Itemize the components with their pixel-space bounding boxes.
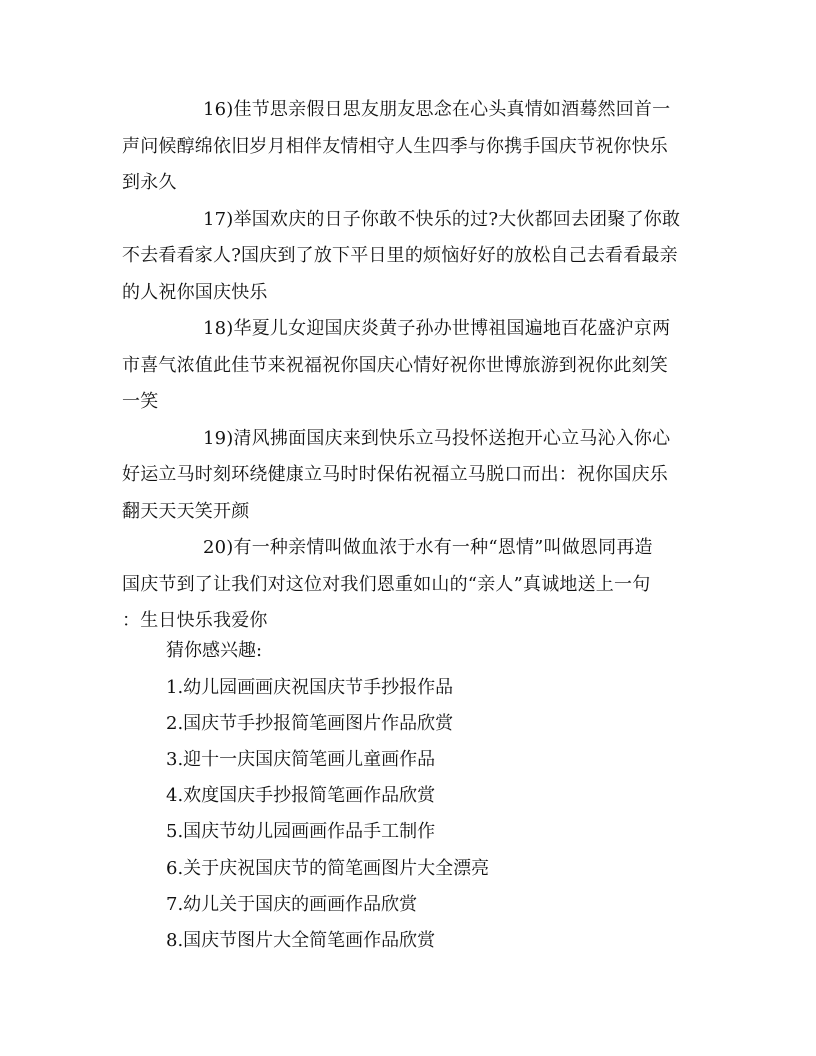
paragraph-line: 18)华夏儿女迎国庆炎黄子孙办世博祖国遍地百花盛沪京两 bbox=[203, 318, 671, 339]
paragraph-line: 到永久 bbox=[122, 172, 177, 193]
related-section bbox=[166, 633, 686, 959]
paragraph-line: 翻天天天笑开颜 bbox=[122, 500, 250, 522]
related-link[interactable]: 2.国庆节手抄报简笔画图片作品欣赏 bbox=[166, 712, 454, 734]
body-text bbox=[122, 92, 702, 640]
related-link[interactable]: 3.迎十一庆国庆简笔画儿童画作品 bbox=[166, 748, 436, 770]
related-link[interactable]: 1.幼儿园画画庆祝国庆节手抄报作品 bbox=[166, 676, 454, 698]
paragraph-line: 不去看看家人?国庆到了放下平日里的烦恼好好的放松自己去看看最亲 bbox=[122, 245, 678, 266]
paragraph-line: 20)有一种亲情叫做血浓于水有一种“恩情”叫做恩同再造 bbox=[203, 537, 653, 558]
related-list bbox=[166, 670, 686, 960]
paragraph-line: 声问候醇绵依旧岁月相伴友情相守人生四季与你携手国庆节祝你快乐 bbox=[122, 135, 668, 157]
related-link[interactable]: 8.国庆节图片大全简笔画作品欣赏 bbox=[166, 929, 436, 951]
paragraph-line: 国庆节到了让我们对这位对我们恩重如山的“亲人”真诚地送上一句 bbox=[122, 573, 651, 595]
related-link[interactable]: 6.关于庆祝国庆节的简笔画图片大全漂亮 bbox=[166, 857, 490, 879]
paragraph-line: 17)举国欢庆的日子你敢不快乐的过?大伙都回去团聚了你敢 bbox=[203, 208, 681, 230]
related-link[interactable]: 7.幼儿关于国庆的画画作品欣赏 bbox=[166, 893, 418, 915]
paragraph-line: ：生日快乐我爱你 bbox=[122, 610, 268, 631]
paragraph-line: 的人祝你国庆快乐 bbox=[122, 281, 268, 303]
paragraph-line: 16)佳节思亲假日思友朋友思念在心头真情如酒蓦然回首一 bbox=[203, 99, 671, 120]
paragraph-line: 市喜气浓值此佳节来祝福祝你国庆心情好祝你世博旅游到祝你此刻笑 bbox=[122, 354, 668, 376]
related-title: 猜你感兴趣: bbox=[166, 640, 263, 661]
paragraph-line: 19)清风拂面国庆来到快乐立马投怀送抱开心立马沁入你心 bbox=[203, 427, 671, 449]
related-link[interactable]: 5.国庆节幼儿园画画作品手工制作 bbox=[166, 821, 436, 843]
paragraph-line: 好运立马时刻环绕健康立马时时保佑祝福立马脱口而出：祝你国庆乐 bbox=[122, 464, 668, 485]
paragraph-17 bbox=[122, 202, 702, 312]
paragraph-19 bbox=[122, 421, 702, 531]
paragraph-16 bbox=[122, 92, 702, 202]
paragraph-line: 一笑 bbox=[122, 391, 159, 412]
paragraph-20 bbox=[122, 530, 702, 640]
related-link[interactable]: 4.欢度国庆手抄报简笔画作品欣赏 bbox=[166, 785, 436, 807]
paragraph-18 bbox=[122, 311, 702, 421]
